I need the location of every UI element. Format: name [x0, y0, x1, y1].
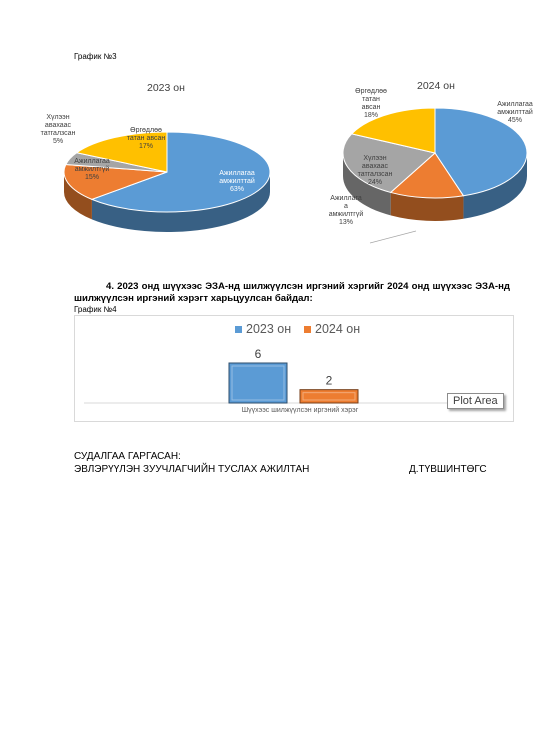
footer-name: Д.ТҮВШИНТӨГС — [409, 464, 487, 475]
bar-data-label-0: 6 — [254, 347, 262, 361]
pie-2023-label-withdrawn: Өргөдлөө татан авсан 17% — [126, 127, 166, 150]
legend-swatch-2023 — [235, 326, 242, 333]
bar-category-label: Шүүхээс шилжүүлсэн иргэний хэрэг — [241, 407, 359, 414]
graph3-label: График №3 — [74, 52, 117, 61]
bar-2023-он[interactable] — [229, 363, 287, 403]
pie-2023-label-failed: Ажиллагаа амжилтгүй 15% — [74, 158, 110, 181]
bar-legend-2023 — [235, 322, 291, 336]
pie-2024-leader-line — [370, 231, 416, 243]
legend-label-2023: 2023 он — [246, 322, 292, 336]
footer-position: ЭВЛЭРҮҮЛЭН ЗУУЧЛАГЧИЙН ТУСЛАХ АЖИЛТАН — [74, 464, 310, 475]
pie-2024-label-failed: Ажиллага а амжилтгүй 13% — [328, 195, 364, 226]
footer-label: СУДАЛГАА ГАРГАСАН: — [74, 451, 181, 462]
pie-2023-title: 2023 он — [147, 82, 185, 94]
plot-area-tooltip: Plot Area — [447, 393, 504, 409]
pie-2024-label-success: Ажиллагаа амжилттай 45% — [497, 101, 533, 124]
pie-2023-label-refused: Хүлээн авахаас татгалзсан 5% — [40, 114, 76, 145]
pie-2023-label-success: Ажиллагаа амжилттай 63% — [219, 170, 255, 193]
bar-legend-2024 — [304, 322, 360, 336]
pie-2024-title: 2024 он — [417, 80, 455, 92]
section4-heading: 4. 2023 онд шүүхээс ЭЗА-нд шилжүүлсэн иргэний хэргийг 2024 онд шүүхээс ЭЗА-нд шилжүүлсэн иргэний хэрэгт харьцуулсан байдал: — [74, 281, 510, 304]
bar-data-label-1: 2 — [325, 373, 333, 388]
legend-label-2024: 2024 он — [315, 322, 361, 336]
pie-2024-label-withdrawn: Өргөдлөө татан авсан 18% — [355, 88, 387, 119]
bar-2024-он[interactable] — [300, 390, 358, 403]
graph4-label: График №4 — [74, 305, 117, 314]
legend-swatch-2024 — [304, 326, 311, 333]
pie-2024-label-refused: Хүлээн авахаас татгалзсан 24% — [357, 155, 393, 186]
